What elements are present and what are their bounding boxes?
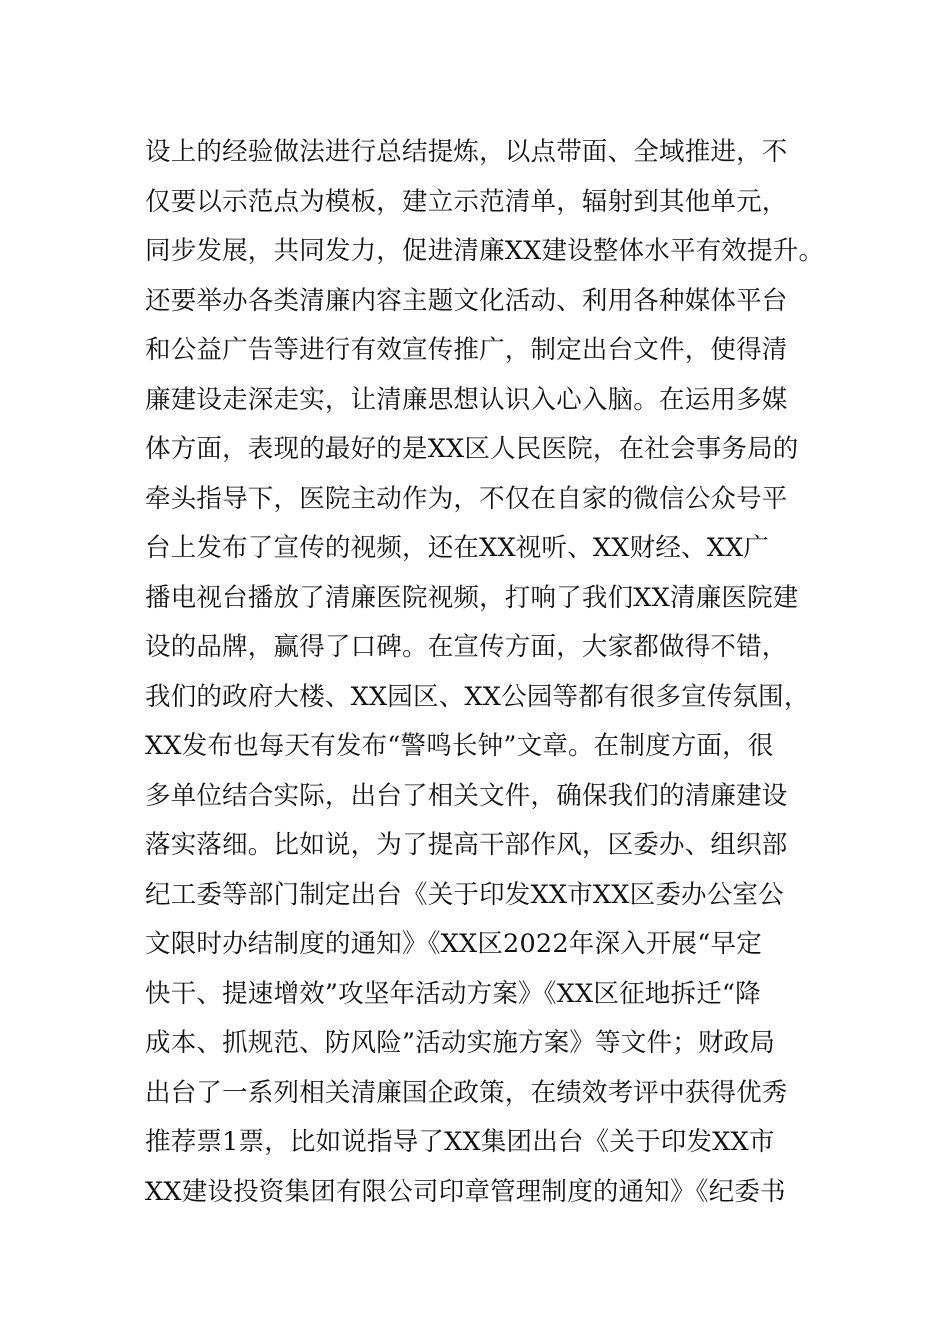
text-line: XX建设投资集团有限公司印章管理制度的通知》《纪委书 bbox=[145, 1176, 786, 1207]
text-line: 牵头指导下，医院主动作为，不仅在自家的微信公众号平 bbox=[145, 483, 788, 514]
document-body bbox=[145, 128, 835, 1217]
text-line: 推荐票1票，比如说指导了XX集团出台《关于印发XX市 bbox=[145, 1127, 775, 1157]
text-line: 播电视台播放了清廉医院视频，打响了我们XX清廉医院建 bbox=[145, 582, 799, 613]
text-line: 落实落细。比如说，为了提高干部作风，区委办、组织部 bbox=[145, 830, 788, 860]
text-line: 成本、抓规范、防风险”活动实施方案》等文件；财政局 bbox=[145, 1028, 776, 1058]
text-line: 仅要以示范点为模板，建立示范清单，辐射到其他单元， bbox=[145, 186, 788, 217]
text-line: 体方面，表现的最好的是XX区人民医院，在社会事务局的 bbox=[145, 434, 799, 464]
text-line: 台上发布了宣传的视频，还在XX视听、XX财经、XX广 bbox=[145, 533, 770, 563]
text-line: 廉建设走深走实，让清廉思想认识入心入脑。在运用多媒 bbox=[145, 384, 788, 415]
text-line: 和公益广告等进行有效宣传推广，制定出台文件，使得清 bbox=[145, 335, 788, 365]
text-line: 多单位结合实际，出台了相关文件，确保我们的清廉建设 bbox=[145, 780, 788, 811]
text-line: 同步发展，共同发力，促进清廉XX建设整体水平有效提升。 bbox=[145, 236, 825, 266]
text-line: 我们的政府大楼、XX园区、XX公园等都有很多宣传氛围， bbox=[145, 681, 810, 712]
text-line: 出台了一系列相关清廉国企政策，在绩效考评中获得优秀 bbox=[145, 1077, 788, 1108]
text-line: 设上的经验做法进行总结提炼，以点带面、全域推进，不 bbox=[145, 137, 788, 167]
text-line: 纪工委等部门制定出台《关于印发XX市XX区委办公室公 bbox=[145, 879, 784, 910]
text-line: 设的品牌，赢得了口碑。在宣传方面，大家都做得不错， bbox=[145, 632, 788, 662]
text-line: 快干、提速增效”攻坚年活动方案》《XX区征地拆迁“降 bbox=[145, 978, 761, 1009]
text-line: XX发布也每天有发布“警鸣长钟”文章。在制度方面，很 bbox=[145, 731, 774, 761]
text-line: 还要举办各类清廉内容主题文化活动、利用各种媒体平台 bbox=[145, 285, 788, 316]
text-line: 文限时办结制度的通知》《XX区2022年深入开展“早定 bbox=[145, 929, 762, 959]
